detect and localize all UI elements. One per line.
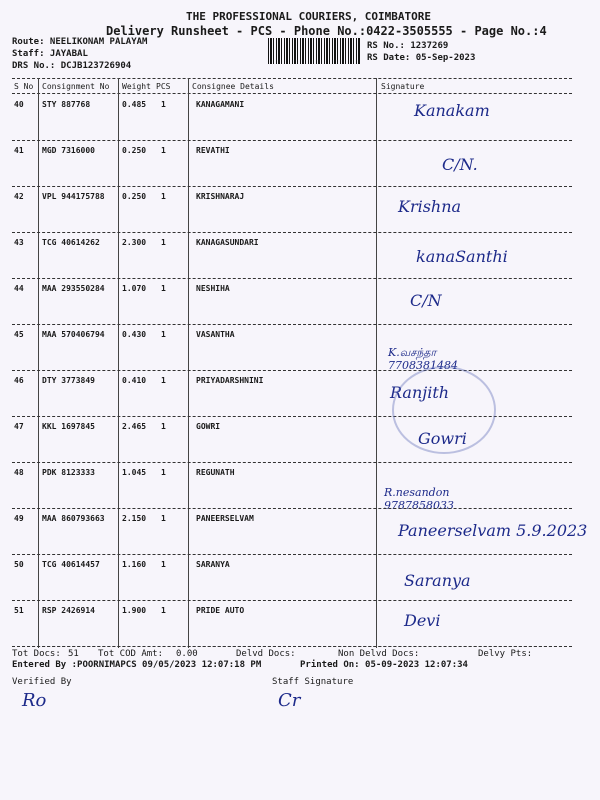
row-separator — [12, 278, 572, 279]
row-weight: 0.250 — [122, 146, 147, 155]
row-separator — [12, 140, 572, 141]
table-bottom-border — [12, 646, 572, 647]
row-signature: C/N. — [442, 155, 478, 174]
row-serial-number: 48 — [14, 468, 24, 477]
row-pieces: 1 — [161, 560, 166, 569]
row-signature: Krishna — [398, 197, 462, 216]
row-weight: 1.900 — [122, 606, 147, 615]
verified-by-label: Verified By — [12, 677, 72, 687]
row-consignee-name: PANEERSELVAM — [196, 514, 254, 523]
row-serial-number: 40 — [14, 100, 24, 109]
row-signature: Paneerselvam 5.9.2023 — [398, 521, 588, 540]
total-docs-label: Tot Docs: — [12, 649, 61, 659]
row-consignee-name: NESHIHA — [196, 284, 230, 293]
total-docs-value: 51 — [68, 649, 79, 659]
row-consignment-number: VPL 944175788 — [42, 192, 105, 201]
row-separator — [12, 508, 572, 509]
row-consignment-number: MAA 570406794 — [42, 330, 105, 339]
column-header-consignment: Consignment No — [42, 82, 110, 91]
row-consignment-number: MAA 860793663 — [42, 514, 105, 523]
row-consignee-name: KRISHNARAJ — [196, 192, 245, 201]
table-header-border — [12, 93, 572, 94]
entered-by: Entered By :POORNIMAPCS 09/05/2023 12:07:18 PM — [12, 660, 262, 670]
row-pieces: 1 — [161, 238, 166, 247]
row-separator — [12, 600, 572, 601]
row-signature: C/N — [410, 291, 442, 310]
row-consignment-number: MAA 293550284 — [42, 284, 105, 293]
column-header-pcs: PCS — [156, 82, 171, 91]
row-consignee-name: VASANTHA — [196, 330, 235, 339]
route-label: Route: NEELIKONAM PALAYAM — [12, 37, 148, 47]
row-consignment-number: STY 887768 — [42, 100, 91, 109]
row-consignee-name: REGUNATH — [196, 468, 235, 477]
staff-label: Staff: JAYABAL — [12, 49, 88, 59]
row-serial-number: 50 — [14, 560, 24, 569]
column-divider — [38, 78, 39, 648]
row-weight: 0.410 — [122, 376, 147, 385]
row-pieces: 1 — [161, 468, 166, 477]
row-weight: 2.150 — [122, 514, 147, 523]
column-divider — [118, 78, 119, 648]
row-consignment-number: MGD 7316000 — [42, 146, 95, 155]
row-serial-number: 41 — [14, 146, 24, 155]
row-separator — [12, 186, 572, 187]
row-consignee-name: GOWRI — [196, 422, 221, 431]
row-consignee-name: KANAGAMANI — [196, 100, 245, 109]
row-pieces: 1 — [161, 422, 166, 431]
row-serial-number: 45 — [14, 330, 24, 339]
row-separator — [12, 232, 572, 233]
company-title: THE PROFESSIONAL COURIERS, COIMBATORE — [186, 10, 432, 23]
column-header-weight: Weight — [122, 82, 151, 91]
row-pieces: 1 — [161, 606, 166, 615]
row-consignee-name: KANAGASUNDARI — [196, 238, 259, 247]
row-serial-number: 42 — [14, 192, 24, 201]
row-pieces: 1 — [161, 100, 166, 109]
delivery-points-label: Delvy Pts: — [478, 649, 533, 659]
column-header-signature: Signature — [381, 82, 425, 91]
row-consignee-name: PRIYADARSHNINI — [196, 376, 264, 385]
column-divider — [188, 78, 189, 648]
printed-on: Printed On: 05-09-2023 12:07:34 — [300, 660, 468, 670]
row-signature: Gowri — [418, 429, 467, 448]
rs-date: RS Date: 05-Sep-2023 — [367, 53, 476, 63]
row-pieces: 1 — [161, 376, 166, 385]
runsheet-subtitle: Delivery Runsheet - PCS - Phone No.:0422-3505555 - Page No.:4 — [106, 24, 547, 38]
staff-signature: Cr — [278, 690, 301, 711]
row-pieces: 1 — [161, 192, 166, 201]
column-header-sno: S No — [14, 82, 34, 91]
row-consignee-name: PRIDE AUTO — [196, 606, 245, 615]
company-stamp — [392, 366, 496, 454]
table-top-border — [12, 78, 572, 79]
row-weight: 2.300 — [122, 238, 147, 247]
row-weight: 0.430 — [122, 330, 147, 339]
row-consignment-number: KKL 1697845 — [42, 422, 95, 431]
row-separator — [12, 324, 572, 325]
row-consignment-number: DTY 3773849 — [42, 376, 95, 385]
row-serial-number: 47 — [14, 422, 24, 431]
row-consignee-name: SARANYA — [196, 560, 230, 569]
non-delivered-docs-label: Non Delvd Docs: — [338, 649, 420, 659]
row-pieces: 1 — [161, 284, 166, 293]
row-serial-number: 51 — [14, 606, 24, 615]
row-weight: 0.250 — [122, 192, 147, 201]
column-divider — [376, 78, 377, 648]
row-consignment-number: PDK 8123333 — [42, 468, 95, 477]
row-separator — [12, 370, 572, 371]
row-consignee-name: REVATHI — [196, 146, 230, 155]
row-signature: Ranjith — [390, 383, 450, 402]
row-signature: K.வசந்தா 7708381484 — [388, 346, 458, 372]
row-separator — [12, 554, 572, 555]
row-weight: 1.160 — [122, 560, 147, 569]
row-signature: kanaSanthi — [416, 247, 508, 266]
row-serial-number: 49 — [14, 514, 24, 523]
row-pieces: 1 — [161, 146, 166, 155]
row-separator — [12, 462, 572, 463]
row-weight: 2.465 — [122, 422, 147, 431]
row-weight: 0.485 — [122, 100, 147, 109]
delivered-docs-label: Delvd Docs: — [236, 649, 296, 659]
row-serial-number: 44 — [14, 284, 24, 293]
column-header-consignee: Consignee Details — [192, 82, 274, 91]
row-consignment-number: RSP 2426914 — [42, 606, 95, 615]
row-signature: R.nesandon 9787858033 — [384, 486, 454, 512]
row-serial-number: 46 — [14, 376, 24, 385]
row-signature: Kanakam — [414, 101, 490, 120]
rs-number: RS No.: 1237269 — [367, 41, 449, 51]
row-weight: 1.045 — [122, 468, 147, 477]
row-consignment-number: TCG 40614457 — [42, 560, 100, 569]
staff-signature-label: Staff Signature — [272, 677, 354, 687]
total-cod-value: 0.00 — [176, 649, 198, 659]
row-signature: Saranya — [404, 571, 471, 590]
total-cod-label: Tot COD Amt: — [98, 649, 164, 659]
drs-number: DRS No.: DCJB123726904 — [12, 61, 132, 71]
row-pieces: 1 — [161, 514, 166, 523]
verified-signature: Ro — [22, 690, 47, 711]
barcode-image — [268, 38, 360, 64]
row-pieces: 1 — [161, 330, 166, 339]
row-weight: 1.070 — [122, 284, 147, 293]
row-serial-number: 43 — [14, 238, 24, 247]
row-signature: Devi — [404, 611, 441, 630]
row-consignment-number: TCG 40614262 — [42, 238, 100, 247]
